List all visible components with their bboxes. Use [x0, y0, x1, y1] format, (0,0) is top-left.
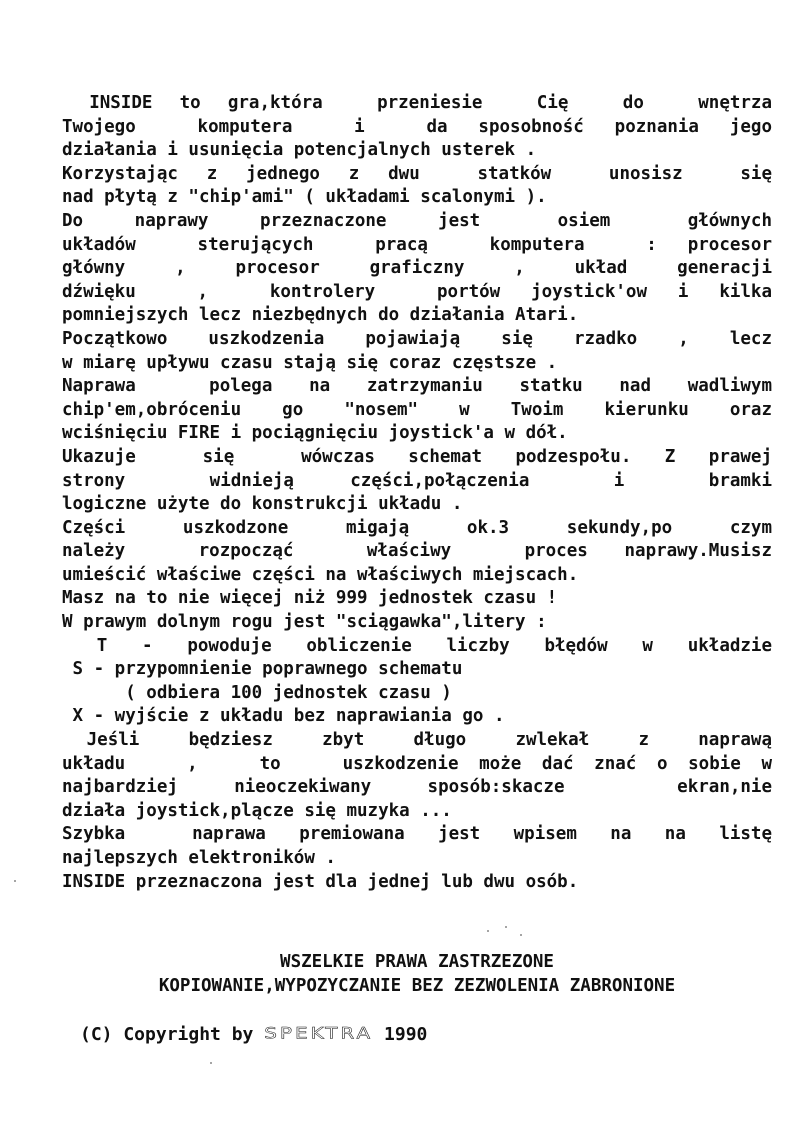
print-speck [14, 880, 16, 882]
copying-prohibited-notice: KOPIOWANIE,WYPOZYCZANIE BEZ ZEZWOLENIA ZABRONIONE [158, 976, 676, 996]
text-line: logiczne użyte do konstrukcji układu . [62, 494, 463, 515]
text-line: najlepszych elektroników . [62, 848, 336, 868]
instructions-text [62, 92, 772, 894]
print-speck [210, 1062, 212, 1064]
text-line: Początkowo uszkodzenia pojawiają się rzadko , lecz [62, 328, 772, 349]
text-line: działania i usunięcia potencjalnych usterek . [62, 140, 537, 161]
text-line: Korzystając z jednego z dwu statków unosisz się [62, 163, 772, 184]
text-line: S - przypomnienie poprawnego schematu [62, 659, 463, 680]
text-line: strony widnieją części,połączenia i bramki [62, 470, 772, 491]
text-line: Do naprawy przeznaczone jest osiem głównych [62, 210, 772, 231]
text-line: INSIDE przeznaczona jest dla jednej lub dwu osób. [62, 871, 579, 892]
text-line: Jeśli będziesz zbyt długo zwlekał z naprawą [62, 730, 772, 751]
text-line: układów sterujących pracą komputera : procesor [62, 234, 772, 255]
text-line: T - powoduje obliczenie liczby błędów w układzie [62, 635, 772, 656]
print-speck [505, 926, 507, 928]
copyright-year: 1990 [384, 1024, 428, 1045]
publisher-logo: SPEKTRA [264, 1023, 374, 1043]
text-line: chip'em,obróceniu go "nosem" w Twoim kierunku oraz [62, 399, 772, 420]
print-speck [487, 930, 489, 932]
text-line: najbardziej nieoczekiwany sposób:skacze ekran,nie [62, 777, 772, 798]
print-speck [520, 934, 522, 936]
text-line: wciśnięciu FIRE i pociągnięciu joystick'a w dół. [62, 423, 568, 444]
copyright-line [80, 1020, 427, 1048]
text-line: Naprawa polega na zatrzymaniu statku nad wadliwym [62, 376, 772, 397]
text-line: Twojego komputera i da sposobność poznania jego [62, 116, 772, 137]
text-line: należy rozpocząć właściwy proces naprawy.Musisz [62, 541, 772, 562]
text-line: Masz na to nie więcej niż 999 jednostek czasu ! [62, 588, 558, 609]
text-line: ( odbiera 100 jednostek czasu ) [62, 682, 452, 703]
text-line: układu , to uszkodzenie może dać znać o sobie w [62, 753, 772, 774]
text-line: nad płytą z "chip'ami" ( układami scalonymi ). [62, 187, 547, 208]
text-line: dźwięku , kontrolery portów joystick'ow i kilka [62, 281, 772, 302]
text-line: w miarę upływu czasu stają się coraz częstsze . [62, 352, 558, 373]
text-line: X - wyjście z układu bez naprawiania go . [62, 706, 505, 727]
text-line: główny , procesor graficzny , układ generacji [62, 258, 772, 279]
text-line: INSIDE to gra,która przeniesie Cię do wnętrza [62, 93, 772, 113]
copyright-prefix: (C) Copyright by [80, 1024, 254, 1045]
rights-reserved-notice: WSZELKIE PRAWA ZASTRZEZONE [280, 952, 554, 972]
text-line: W prawym dolnym rogu jest "sciągawka",litery : [62, 612, 547, 633]
text-line: umieścić właściwe części na właściwych miejscach. [62, 564, 579, 585]
text-line: Szybka naprawa premiowana jest wpisem na na listę [62, 824, 772, 845]
text-line: działa joystick,plącze się muzyka ... [62, 800, 452, 821]
text-line: pomniejszych lecz niezbędnych do działania Atari. [62, 305, 579, 326]
text-line: Części uszkodzone migają ok.3 sekundy,po czym [62, 517, 772, 538]
text-line: Ukazuje się wówczas schemat podzespołu. Z prawej [62, 446, 772, 467]
